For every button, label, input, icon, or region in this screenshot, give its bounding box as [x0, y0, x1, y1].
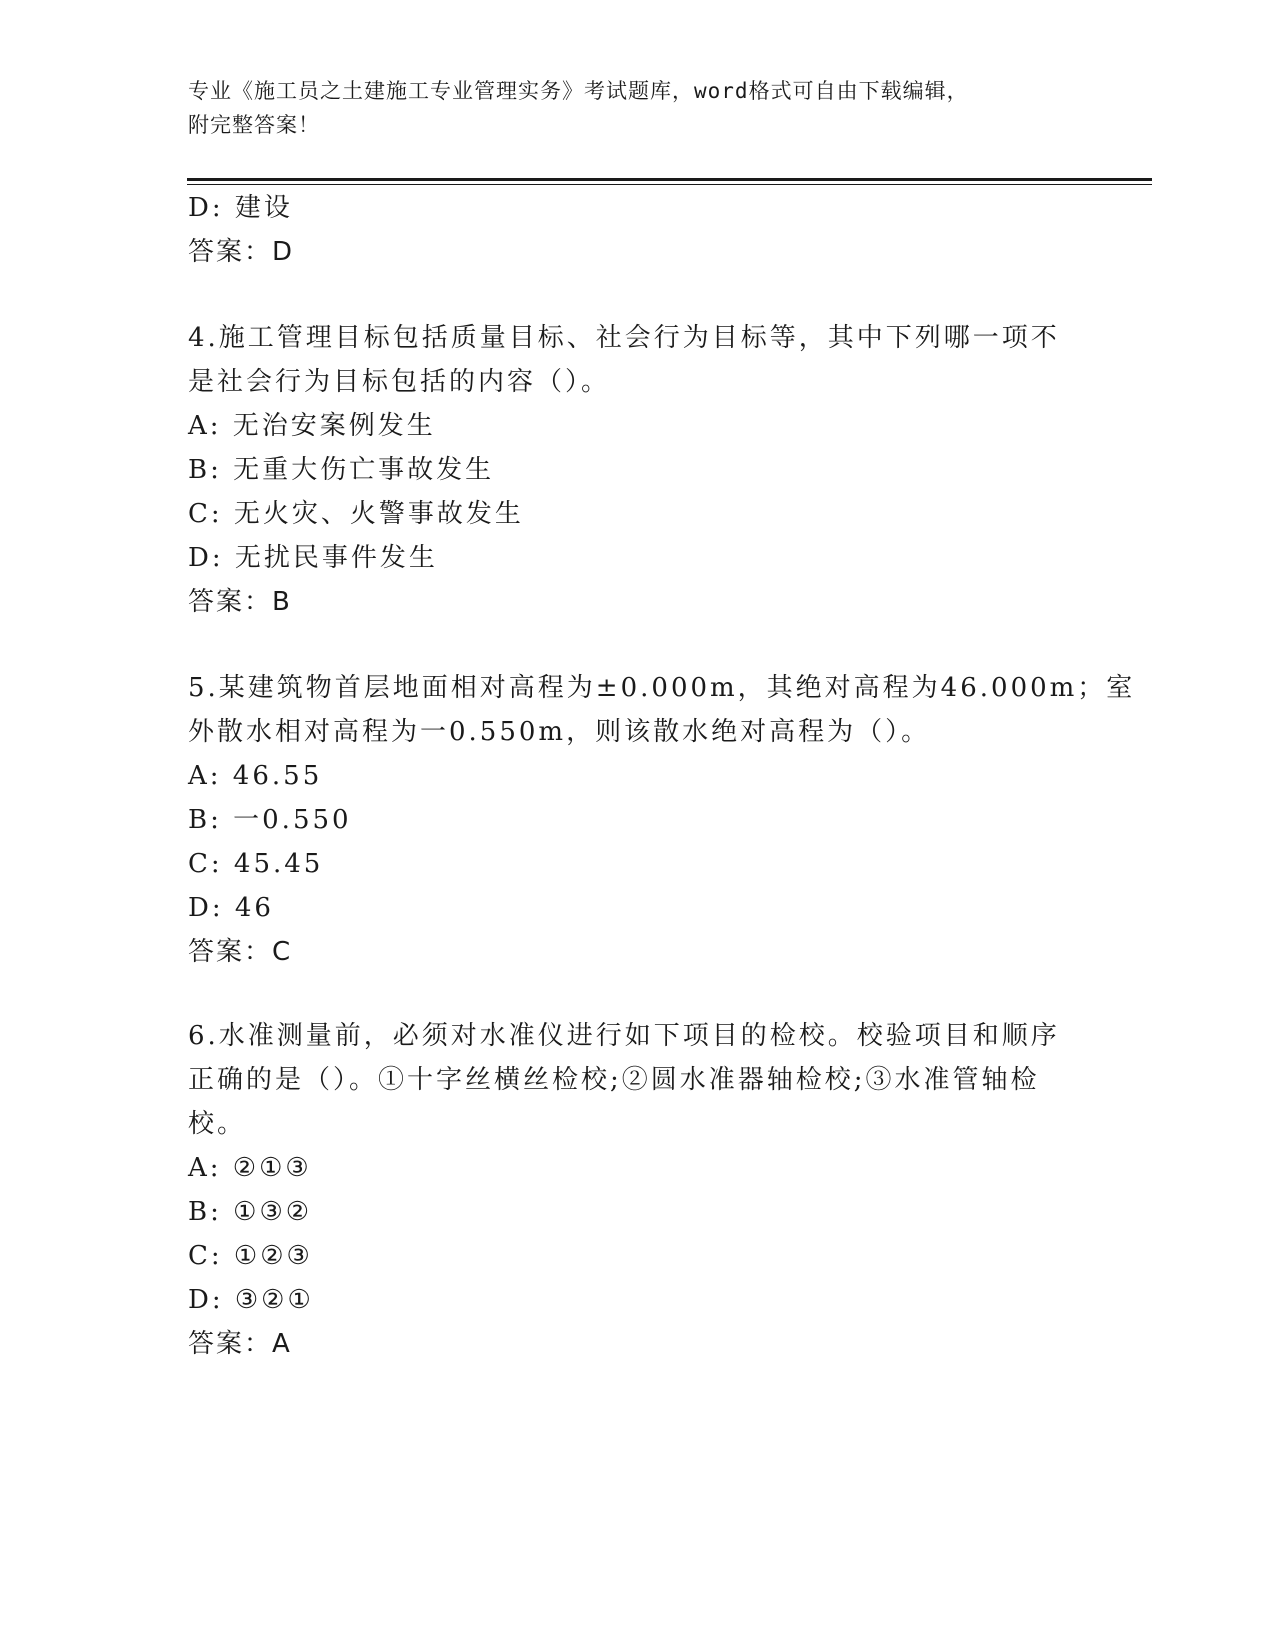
- q4-option-d: D: 无扰民事件发生: [188, 543, 438, 573]
- q6-option-b: B: ①③②: [188, 1197, 313, 1227]
- q4-stem-line-1: 4.施工管理目标包括质量目标、社会行为目标等，其中下列哪一项不: [188, 323, 1060, 353]
- q5-stem-line-1: 5.某建筑物首层地面相对高程为±0.000m，其绝对高程为46.000m；室: [188, 673, 1136, 703]
- q4-option-b: B: 无重大伤亡事故发生: [188, 455, 495, 485]
- q5-option-d: D: 46: [188, 893, 274, 923]
- q6-answer: 答案：A: [188, 1329, 292, 1359]
- document-header: [188, 74, 1088, 142]
- q4-answer: 答案：B: [188, 587, 292, 617]
- header-line-1: 专业《施工员之土建施工专业管理实务》考试题库，word格式可自由下载编辑，: [188, 79, 969, 103]
- q4-stem-line-2: 是社会行为目标包括的内容（）。: [188, 367, 611, 397]
- q6-stem-line-2: 正确的是（）。①十字丝横丝检校;②圆水准器轴检校;③水准管轴检: [188, 1065, 1040, 1095]
- q4-option-a: A: 无治安案例发生: [188, 411, 436, 441]
- q5-stem-line-2: 外散水相对高程为一0.550m，则该散水绝对高程为（）。: [188, 717, 931, 747]
- q6-stem-line-1: 6.水准测量前，必须对水准仪进行如下项目的检校。校验项目和顺序: [188, 1021, 1060, 1051]
- q5-option-a: A: 46.55: [188, 761, 323, 791]
- q6-option-d: D: ③②①: [188, 1285, 314, 1315]
- q5-option-b: B: 一0.550: [188, 805, 352, 835]
- q3-answer: 答案：D: [188, 237, 295, 267]
- header-divider-thick: [187, 178, 1152, 181]
- header-divider-thin: [187, 184, 1152, 185]
- q6-stem-line-3: 校。: [188, 1109, 247, 1139]
- q3-option-d: D: 建设: [188, 193, 293, 223]
- q6-option-c: C: ①②③: [188, 1241, 313, 1271]
- header-line-2: 附完整答案！: [188, 113, 320, 137]
- q6-option-a: A: ②①③: [188, 1153, 312, 1183]
- q4-option-c: C: 无火灾、火警事故发生: [188, 499, 524, 529]
- q5-answer: 答案：C: [188, 937, 293, 967]
- q5-option-c: C: 45.45: [188, 849, 324, 879]
